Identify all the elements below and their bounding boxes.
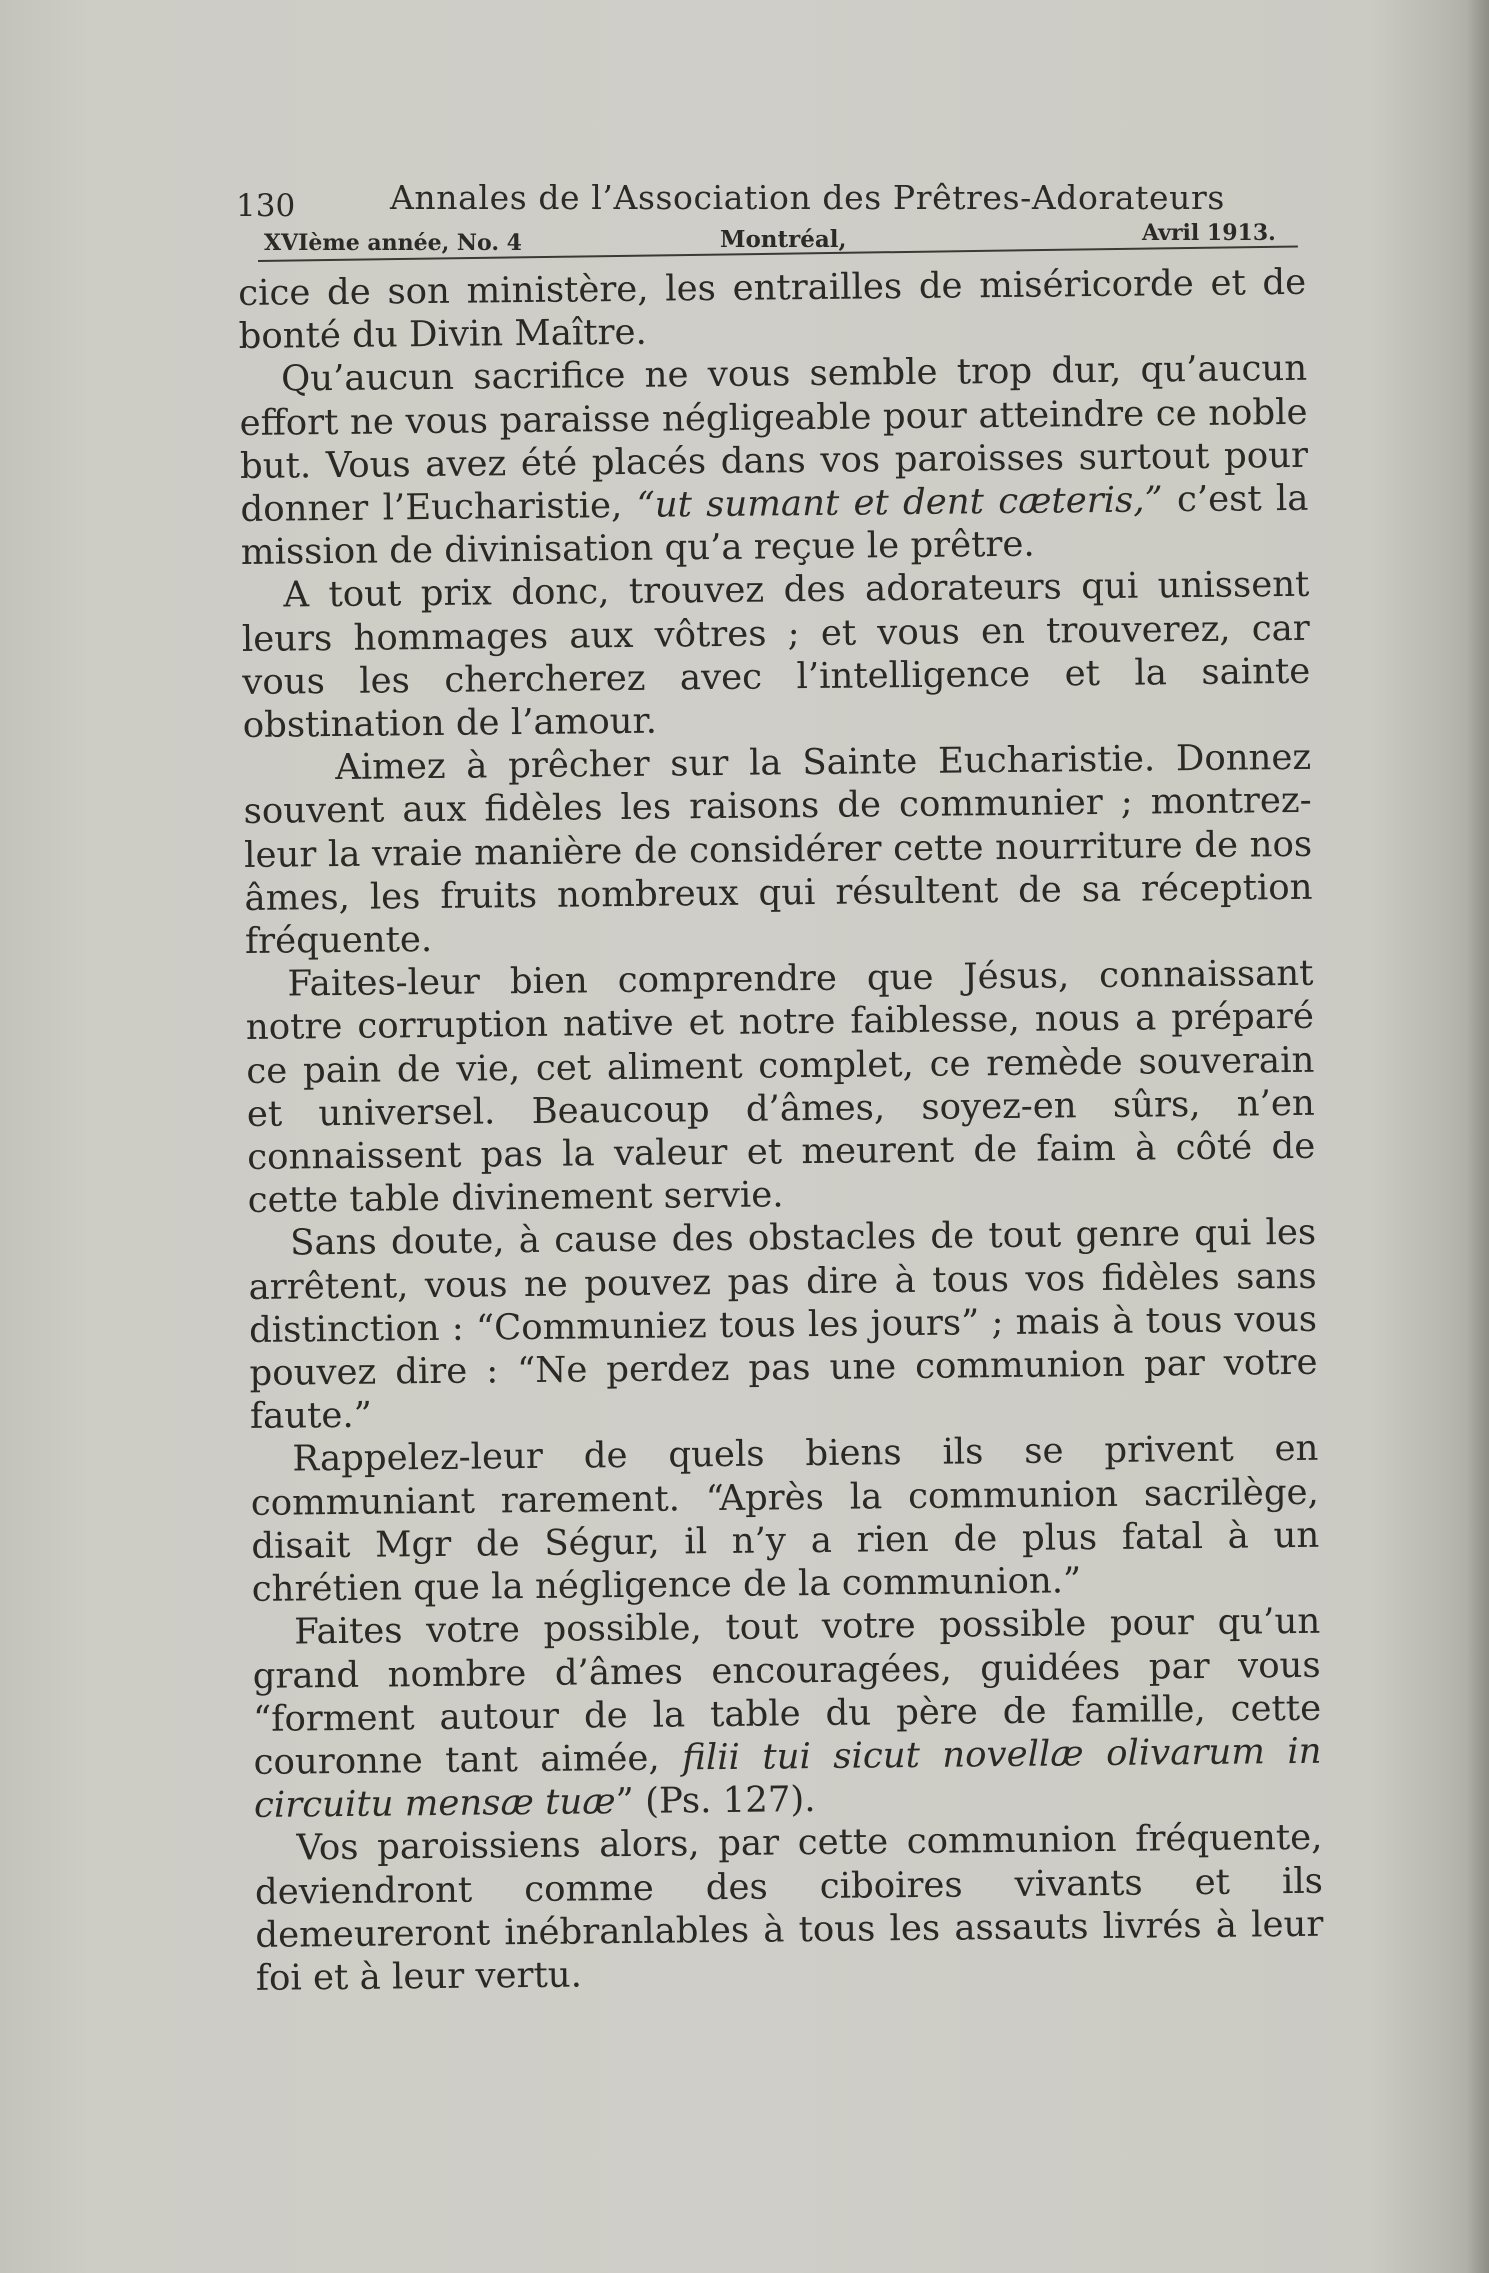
issue-label: XVIème année, No. 4 [264, 230, 522, 256]
paragraph: Sans doute, à cause des obstacles de tout genre qui les arrêtent, vous ne pouvez pas dire à tous vos fidèles sans distinction : “Communiez tous les jours” ; mais à tous vous pouvez dire : “Ne perdez pas une communion par votre faute.” [248, 1212, 1318, 1438]
journal-title: Annales de l’Association des Prêtres-Adorateurs [390, 178, 1225, 217]
paragraph: Qu’aucun sacrifice ne vous semble trop dur, qu’aucun effort ne vous paraisse négligeable pour atteindre ce noble but. Vous avez été placés dans vos paroisses surtout pour donner l’Eucharistie, “ut sumant et dent cæteris,” c’est la mission de divinisation qu’a reçue le prêtre. [239, 348, 1309, 574]
paragraph: Faites votre possible, tout votre possible pour qu’un grand nombre d’âmes encouragées, guidées par vous “forment autour de la table du père de famille, cette couronne tant aimée, filii tui sicut novellæ olivarum in circuitu mensæ tuæ” (Ps. 127). [252, 1601, 1322, 1827]
paragraph: Faites-leur bien comprendre que Jésus, connaissant notre corruption native et notre faiblesse, nous a préparé ce pain de vie, cet aliment complet, ce remède souverain et universel. Beaucoup d’âmes, soyez-en sûrs, n’en connaissent pas la valeur et meurent de faim à côté de cette table divinement servie. [245, 953, 1316, 1222]
city-label: Montréal, [720, 226, 847, 253]
page-number: 130 [236, 188, 296, 224]
paragraph: A tout prix donc, trouvez des adorateurs qui unissent leurs hommages aux vôtres ; et vous en trouverez, car vous les chercherez avec l’intelligence et la sainte obstination de l’amour. [241, 564, 1311, 747]
running-header [236, 168, 1298, 268]
date-label: Avril 1913. [1142, 220, 1276, 246]
paragraph: cice de son ministère, les entrailles de miséricorde et de bonté du Divin Maître. [238, 261, 1307, 358]
paragraph: Vos paroissiens alors, par cette communion fréquente, deviendront comme des ciboires vivants et ils demeureront inébranlables à tous les assauts livrés à leur foi et à leur vertu. [254, 1817, 1324, 1999]
article-body [238, 261, 1324, 2000]
paragraph: Aimez à prêcher sur la Sainte Eucharistie. Donnez souvent aux fidèles les raisons de communier ; montrez-leur la vraie manière de considérer cette nourriture de nos âmes, les fruits nombreux qui résultent de sa réception fréquente. [243, 737, 1313, 963]
paragraph: Rappelez-leur de quels biens ils se privent en communiant rarement. “Après la communion sacrilège, disait Mgr de Ségur, il n’y a rien de plus fatal à un chrétien que la négligence de la communion.” [250, 1428, 1320, 1611]
page-edge-shadow [1467, 0, 1489, 2273]
